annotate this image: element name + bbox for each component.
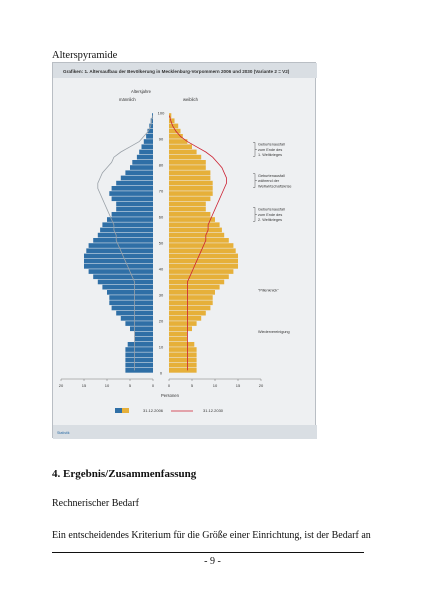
section-heading-alterspyramide: Alterspyramide xyxy=(52,50,118,61)
x-tick-female-0: 0 xyxy=(167,383,171,388)
bar-female-age-8 xyxy=(169,347,197,352)
paragraph-text: Ein entscheidendes Kriterium für die Größe einer Einrichtung, ist der Bedarf an xyxy=(52,530,371,541)
age-tick-70: 70 xyxy=(158,188,164,194)
bar-male-age-4 xyxy=(125,358,153,363)
bar-male-age-76 xyxy=(125,170,153,175)
x-tick-male-0: 0 xyxy=(151,383,155,388)
x-tick-female-10: 10 xyxy=(212,383,218,388)
bar-female-age-50 xyxy=(169,238,229,243)
bar-male-age-80 xyxy=(132,160,153,165)
x-tick-female-5: 5 xyxy=(190,383,194,388)
x-axis-label: Personen xyxy=(161,393,179,398)
bar-female-age-42 xyxy=(169,259,238,264)
bar-female-age-78 xyxy=(169,165,206,170)
bar-male-age-52 xyxy=(98,233,153,238)
bar-male-age-18 xyxy=(125,321,153,326)
bar-male-age-14 xyxy=(135,332,153,337)
bar-male-age-86 xyxy=(142,144,154,149)
source-label: Statistik xyxy=(57,431,70,435)
age-tick-80: 80 xyxy=(158,162,164,168)
bar-female-age-48 xyxy=(169,243,233,248)
bar-male-age-10 xyxy=(128,342,153,347)
bar-female-age-64 xyxy=(169,202,206,207)
bar-female-age-26 xyxy=(169,300,213,305)
annotation-text-2: 2. Weltkrieges xyxy=(258,218,282,223)
bar-female-age-4 xyxy=(169,358,197,363)
bar-female-age-38 xyxy=(169,269,233,274)
bar-female-age-24 xyxy=(169,306,210,311)
bar-male-age-90 xyxy=(146,134,153,139)
legend-label-2006: 31.12.2006 xyxy=(143,408,164,413)
bar-male-age-66 xyxy=(112,196,153,201)
bar-male-age-56 xyxy=(102,222,153,227)
age-tick-100: 100 xyxy=(157,110,165,116)
bar-female-age-20 xyxy=(169,316,201,321)
bar-male-age-72 xyxy=(116,181,153,186)
bar-female-age-70 xyxy=(169,186,213,191)
bar-female-age-68 xyxy=(169,191,213,196)
x-tick-male-5: 5 xyxy=(128,383,132,388)
age-tick-60: 60 xyxy=(158,214,164,220)
bar-male-age-42 xyxy=(84,259,153,264)
bar-male-age-20 xyxy=(121,316,153,321)
bar-female-age-74 xyxy=(169,176,210,181)
bar-male-age-82 xyxy=(137,155,153,160)
bar-male-age-54 xyxy=(100,228,153,233)
age-tick-10: 10 xyxy=(158,344,164,350)
bar-male-age-70 xyxy=(112,186,153,191)
annotation-text-1: Weltwirtschaftskrise xyxy=(258,184,292,189)
annotation-bracket-0 xyxy=(253,142,257,156)
annotation-text-0: Geburtenausfall xyxy=(258,142,285,147)
bar-female-age-72 xyxy=(169,181,213,186)
bar-male-age-16 xyxy=(130,326,153,331)
bar-female-age-56 xyxy=(169,222,220,227)
bar-female-age-84 xyxy=(169,150,197,155)
subheading: Rechnerischer Bedarf xyxy=(52,498,139,509)
bar-female-age-18 xyxy=(169,321,197,326)
bar-female-age-28 xyxy=(169,295,213,300)
x-tick-male-10: 10 xyxy=(104,383,110,388)
bar-male-age-28 xyxy=(109,295,153,300)
bar-female-age-66 xyxy=(169,196,210,201)
x-tick-male-20: 20 xyxy=(58,383,64,388)
age-tick-0: 0 xyxy=(159,370,163,376)
section-title: 4. Ergebnis/Zusammenfassung xyxy=(52,468,197,480)
bar-female-age-12 xyxy=(169,337,187,342)
annotation-text-2: Geburtenausfall xyxy=(258,207,285,212)
age-tick-20: 20 xyxy=(158,318,164,324)
bar-female-age-58 xyxy=(169,217,215,222)
annotation-text-1: während der xyxy=(258,179,280,184)
bar-male-age-40 xyxy=(84,264,153,269)
chart-title: Grafiken: 1. Altersaufbau der Bevölkerung in Mecklenburg-Vorpommern 2006 und 2030 (Variante 2 = V2) xyxy=(63,69,290,74)
annotation-bracket-1 xyxy=(253,174,257,188)
bar-female-age-86 xyxy=(169,144,192,149)
bar-female-age-52 xyxy=(169,233,224,238)
bar-male-age-0 xyxy=(125,368,153,373)
bar-female-age-14 xyxy=(169,332,187,337)
bar-male-age-88 xyxy=(144,139,153,144)
bar-female-age-76 xyxy=(169,170,210,175)
bar-female-age-80 xyxy=(169,160,206,165)
bar-male-age-8 xyxy=(125,347,153,352)
bar-female-age-10 xyxy=(169,342,194,347)
bar-female-age-30 xyxy=(169,290,215,295)
age-tick-30: 30 xyxy=(158,292,164,298)
annotation-text-2: zum Ende des xyxy=(258,212,283,217)
population-pyramid-chart xyxy=(53,63,317,439)
bar-female-age-0 xyxy=(169,368,197,373)
age-axis-label: Altersjahre xyxy=(131,89,152,94)
bar-male-age-36 xyxy=(93,274,153,279)
bar-male-age-68 xyxy=(109,191,153,196)
bar-male-age-44 xyxy=(84,254,153,259)
bar-male-age-34 xyxy=(98,280,153,285)
legend xyxy=(115,408,224,413)
bar-male-age-74 xyxy=(121,176,153,181)
bar-male-age-12 xyxy=(135,337,153,342)
bar-male-age-58 xyxy=(107,217,153,222)
bar-male-age-32 xyxy=(102,285,153,290)
bar-male-age-2 xyxy=(125,363,153,368)
bar-male-age-26 xyxy=(109,300,153,305)
bar-female-age-6 xyxy=(169,352,197,357)
footer-rule xyxy=(52,552,364,553)
bar-female-age-16 xyxy=(169,326,192,331)
legend-swatch-male xyxy=(115,408,122,413)
x-tick-female-20: 20 xyxy=(258,383,264,388)
female-label: weiblich xyxy=(183,97,198,102)
page-number: - 9 - xyxy=(204,556,221,567)
annotation-text-0: 1. Weltkrieges xyxy=(258,153,282,158)
bar-female-age-34 xyxy=(169,280,224,285)
annotation-text-4: Wiedervereinigung xyxy=(258,329,290,334)
bar-female-age-36 xyxy=(169,274,229,279)
bar-male-age-78 xyxy=(130,165,153,170)
annotation-text-0: zum Ende des xyxy=(258,147,283,152)
bar-female-age-32 xyxy=(169,285,220,290)
legend-label-2030: 31.12.2030 xyxy=(203,408,224,413)
bar-male-age-6 xyxy=(125,352,153,357)
x-tick-male-15: 15 xyxy=(81,383,87,388)
bar-male-age-84 xyxy=(139,150,153,155)
bar-male-age-64 xyxy=(116,202,153,207)
male-label: männlich xyxy=(119,97,136,102)
age-tick-40: 40 xyxy=(158,266,164,272)
bar-male-age-50 xyxy=(93,238,153,243)
source-bar xyxy=(53,425,317,439)
bar-male-age-24 xyxy=(112,306,153,311)
annotation-text-1: Geburtenausfall xyxy=(258,173,285,178)
x-tick-female-15: 15 xyxy=(235,383,241,388)
bar-female-age-2 xyxy=(169,363,197,368)
population-pyramid-figure xyxy=(52,62,316,438)
bar-female-age-44 xyxy=(169,254,238,259)
bar-female-age-62 xyxy=(169,207,206,212)
bar-female-age-54 xyxy=(169,228,222,233)
bar-female-age-82 xyxy=(169,155,201,160)
bar-male-age-60 xyxy=(112,212,153,217)
bar-male-age-62 xyxy=(116,207,153,212)
bar-male-age-48 xyxy=(89,243,153,248)
bar-female-age-60 xyxy=(169,212,210,217)
bar-female-age-40 xyxy=(169,264,238,269)
age-tick-50: 50 xyxy=(158,240,164,246)
bar-male-age-30 xyxy=(107,290,153,295)
age-tick-90: 90 xyxy=(158,136,164,142)
annotation-bracket-2 xyxy=(253,207,257,221)
annotation-text-3: "Pillenknick" xyxy=(258,288,279,293)
bar-male-age-38 xyxy=(89,269,153,274)
legend-swatch-female xyxy=(122,408,129,413)
